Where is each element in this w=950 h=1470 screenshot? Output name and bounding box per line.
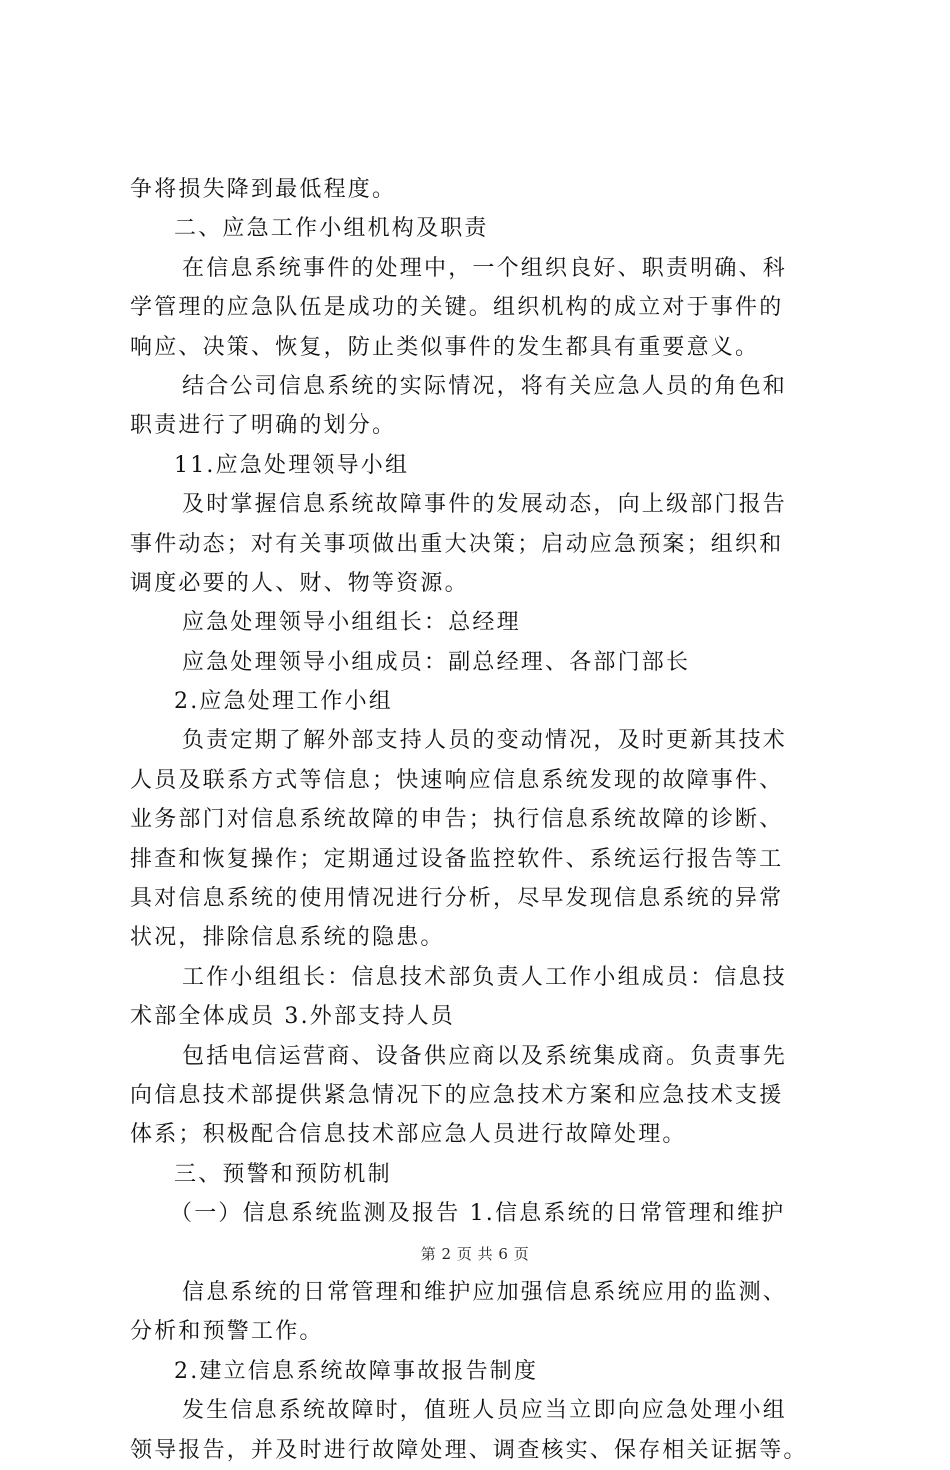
paragraph-line: 分析和预警工作。 [130, 1319, 324, 1345]
paragraph-line: 学管理的应急队伍是成功的关键。组织机构的成立对于事件的 [130, 295, 784, 321]
paragraph-line: 发生信息系统故障时，值班人员应当立即向应急处理小组 [182, 1398, 788, 1424]
paragraph-line: 信息系统的日常管理和维护应加强信息系统应用的监测、 [182, 1279, 788, 1305]
section-heading: 二、应急工作小组机构及职责 [174, 216, 489, 242]
paragraph-line: 调度必要的人、财、物等资源。 [130, 570, 469, 596]
paragraph-line: 体系；积极配合信息技术部应急人员进行故障处理。 [130, 1122, 687, 1148]
paragraph-line: 负责定期了解外部支持人员的变动情况，及时更新其技术 [182, 728, 788, 754]
paragraph-line: 术部全体成员 3.外部支持人员 [130, 1004, 455, 1030]
paragraph-line: 应急处理领导小组组长：总经理 [182, 610, 521, 636]
document-body [130, 170, 840, 1470]
paragraph-line: 领导报告，并及时进行故障处理、调查核实、保存相关证据等。 [130, 1437, 808, 1463]
paragraph-line: 排查和恢复操作；定期通过设备监控软件、系统运行报告等工 [130, 846, 784, 872]
subsection-heading: 2.建立信息系统故障事故报告制度 [174, 1358, 539, 1384]
page-number-footer: 第 2 页 共 6 页 [420, 1245, 530, 1263]
section-heading: 三、预警和预防机制 [174, 1161, 392, 1187]
paragraph-line: 包括电信运营商、设备供应商以及系统集成商。负责事先 [182, 1043, 788, 1069]
paragraph-line: 结合公司信息系统的实际情况，将有关应急人员的角色和 [182, 373, 788, 399]
paragraph-line: 事件动态；对有关事项做出重大决策；启动应急预案；组织和 [130, 531, 784, 557]
paragraph-line: 向信息技术部提供紧急情况下的应急技术方案和应急技术支援 [130, 1082, 784, 1108]
subsection-heading: 2.应急处理工作小组 [174, 689, 393, 715]
subsection-heading: 11.应急处理领导小组 [174, 452, 410, 478]
paragraph-line: 人员及联系方式等信息；快速响应信息系统发现的故障事件、 [130, 767, 784, 793]
paragraph-line: 及时掌握信息系统故障事件的发展动态，向上级部门报告 [182, 492, 788, 518]
paragraph-line: 业务部门对信息系统故障的申告；执行信息系统故障的诊断、 [130, 807, 784, 833]
paragraph-line: 工作小组组长：信息技术部负责人工作小组成员：信息技 [182, 964, 788, 990]
paragraph-line: 具对信息系统的使用情况进行分析，尽早发现信息系统的异常 [130, 886, 784, 912]
paragraph-line: 状况，排除信息系统的隐患。 [130, 925, 445, 951]
paragraph-line: 应急处理领导小组成员：副总经理、各部门部长 [182, 649, 691, 675]
subsection-heading: （一）信息系统监测及报告 1.信息系统的日常管理和维护 [170, 1201, 786, 1227]
paragraph-line: 职责进行了明确的划分。 [130, 413, 397, 439]
paragraph-line: 响应、决策、恢复，防止类似事件的发生都具有重要意义。 [130, 334, 760, 360]
paragraph-line: 在信息系统事件的处理中，一个组织良好、职责明确、科 [182, 255, 788, 281]
paragraph-line: 争将损失降到最低程度。 [130, 177, 397, 202]
